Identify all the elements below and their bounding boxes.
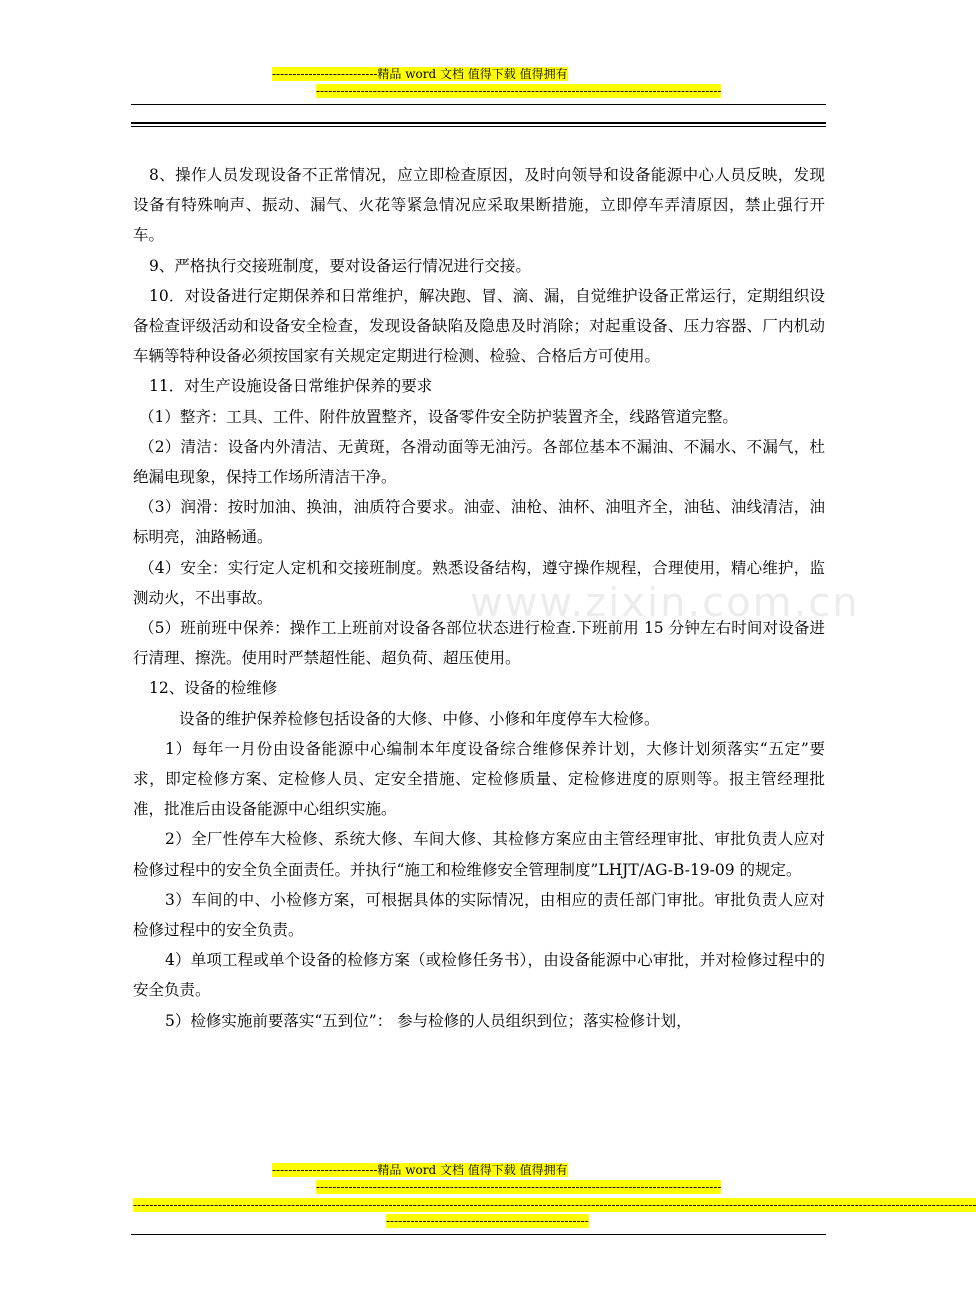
footer-banner: --------------------------精品 word 文档 值得下载 值得拥有 <box>272 1163 568 1177</box>
footer-dashes-long: ---------------------------------------------------------------------------------------------------------------------------------------------------------------------------------------------------------------- <box>133 1198 976 1212</box>
sub-item-1: 1）每年一月份由设备能源中心编制本年度设备综合维修保养计划，大修计划须落实“五定”要求，即定检修方案、定检修人员、定安全措施、定检修质量、定检修进度的原则等。报主管经理批准，批准后由设备能源中心组织实施。 <box>133 739 825 819</box>
paragraph-10: 10．对设备进行定期保养和日常维护，解决跑、冒、滴、漏，自觉维护设备正常运行，定期组织设备检查评级活动和设备安全检查，发现设备缺陷及隐患及时消除；对起重设备、压力容器、厂内机动车辆等特种设备必须按国家有关规定定期进行检测、检验、合格后方可使用。 <box>133 286 825 366</box>
header-rule <box>131 104 826 105</box>
paragraph-9: 9、严格执行交接班制度，要对设备运行情况进行交接。 <box>149 256 531 275</box>
paragraph-12-intro: 设备的维护保养检修包括设备的大修、中修、小修和年度停车大检修。 <box>179 709 660 728</box>
item-2-clean: （2）清洁：设备内外清洁、无黄斑，各滑动面等无油污。各部位基本不漏油、不漏水、不漏气，杜绝漏电现象，保持工作场所清洁干净。 <box>133 437 825 487</box>
sub-item-5: 5）检修实施前要落实“五到位”： 参与检修的人员组织到位；落实检修计划， <box>165 1011 692 1030</box>
document-body <box>133 160 825 1036</box>
item-4-safety: （4）安全：实行定人定机和交接班制度。熟悉设备结构，遵守操作规程，合理使用，精心维护，监测动火，不出事故。 <box>133 558 825 607</box>
footer-dashes: ---------------------------------------------------------------------------------------------------- <box>316 1180 722 1194</box>
footer-dashes-short: -------------------------------------------------- <box>386 1214 589 1228</box>
footer-rule <box>131 1234 826 1235</box>
paragraph-12: 12、设备的检维修 <box>149 679 278 698</box>
header-dashes: ---------------------------------------------------------------------------------------------------- <box>316 84 722 98</box>
sub-item-4: 4）单项工程或单个设备的检修方案（或检修任务书），由设备能源中心审批，并对检修过程中的安全负责。 <box>133 951 825 1000</box>
header-banner: --------------------------精品 word 文档 值得下载 值得拥有 <box>272 67 568 81</box>
header-double-rule-bottom <box>131 126 826 127</box>
item-3-lubricate: （3）润滑：按时加油、换油，油质符合要求。油壶、油枪、油杯、油咀齐全，油毡、油线清洁，油标明亮，油路畅通。 <box>133 498 825 547</box>
sub-item-2: 2）全厂性停车大检修、系统大修、车间大修、其检修方案应由主管经理审批、审批负责人应对检修过程中的安全负全面责任。并执行“施工和检维修安全管理制度”LHJT/AG-B-19-09 的规定。 <box>133 830 825 879</box>
paragraph-8: 8、操作人员发现设备不正常情况，应立即检查原因，及时向领导和设备能源中心人员反映，发现设备有特殊响声、振动、漏气、火花等紧急情况应采取果断措施，立即停车弄清原因，禁止强行开车。 <box>133 166 825 245</box>
item-5-shift-maintenance: （5）班前班中保养：操作工上班前对设备各部位状态进行检查.下班前用 15 分钟左右时间对设备进行清理、擦洗。使用时严禁超性能、超负荷、超压使用。 <box>133 619 825 668</box>
paragraph-11: 11．对生产设施设备日常维护保养的要求 <box>149 377 433 396</box>
header-double-rule-top <box>131 122 826 124</box>
watermark: www.zixin.com.cn <box>470 580 860 626</box>
sub-item-3: 3）车间的中、小检修方案，可根据具体的实际情况，由相应的责任部门审批。审批负责人应对检修过程中的安全负责。 <box>133 890 825 940</box>
item-1-tidy: （1）整齐：工具、工件、附件放置整齐，设备零件安全防护装置齐全，线路管道完整。 <box>139 407 738 426</box>
